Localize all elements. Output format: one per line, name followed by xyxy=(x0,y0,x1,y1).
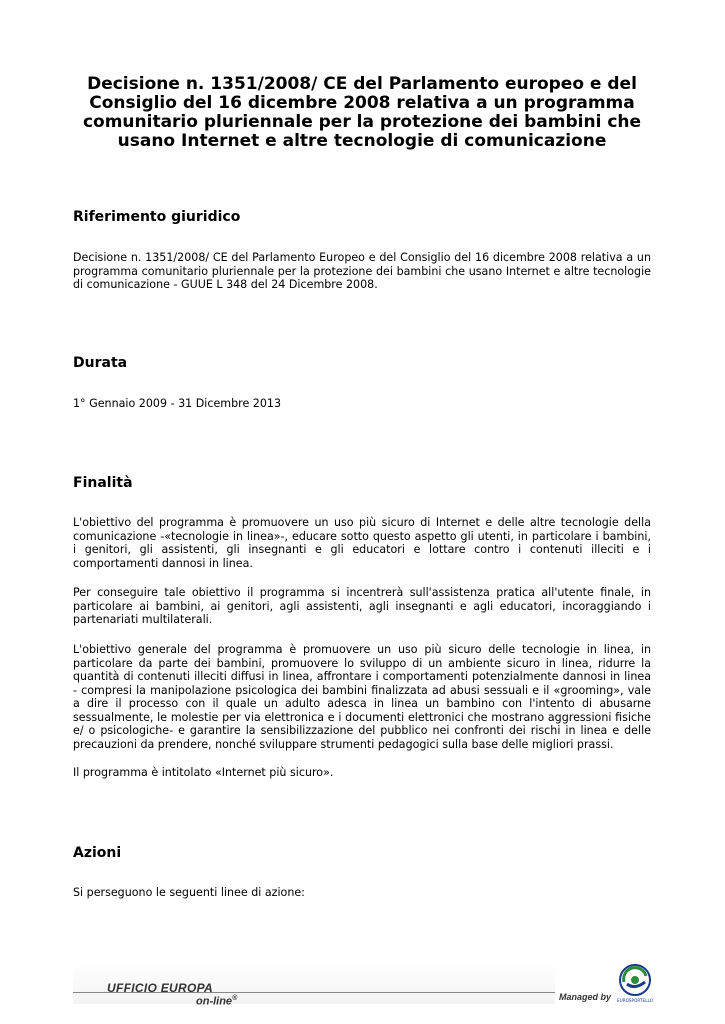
logo-text: EUROSPORTELLO xyxy=(616,998,654,1003)
document-title: Decisione n. 1351/2008/ CE del Parlamento europeo e del Consiglio del 16 dicembre 2008 relativa a un programma comunitario pluriennale per la protezione dei bambini che usano Internet e altre tecnologie di comunicazione xyxy=(82,74,642,151)
finalita-paragraph: L'obiettivo generale del programma è promuovere un uso più sicuro delle tecnologie in linea, in particolare da parte dei bambini, promuovere lo sviluppo di un ambiente sicuro in linea, ridurre la quantità di contenuti illeciti diffusi in linea, affrontare i comportamenti potenzialmente dannosi in linea - compresi la manipolazione psicologica dei bambini finalizzata ad abusi sessuali e il «grooming», vale a dire il processo con il quale un adulto adesca in linea un bambino con l'intento di abusarne sessualmente, le molestie per via elettronica e i documenti elettronici che mostrano aggressioni fisiche e/ o psicologiche- e garantire la sensibilizzazione del pubblico nei confronti dei rischi in linea e delle precauzioni da prendere, nonché sviluppare strumenti pedagogici sulla base delle migliori prassi. xyxy=(73,643,651,751)
eurosportello-logo xyxy=(615,962,655,1008)
durata-text: 1° Gennaio 2009 - 31 Dicembre 2013 xyxy=(73,397,282,410)
section-heading-durata: Durata xyxy=(73,355,128,371)
section-heading-azioni: Azioni xyxy=(73,845,122,861)
footer-office-name: UFFICIO EUROPA xyxy=(107,981,213,995)
registered-mark: ® xyxy=(232,995,238,1002)
footer-online-text: on-line xyxy=(196,995,233,1008)
section-heading-finalita: Finalità xyxy=(73,475,133,491)
footer-managed-by: Managed by xyxy=(559,992,612,1002)
finalita-paragraph: Il programma è intitolato «Internet più sicuro». xyxy=(73,766,334,779)
logo-center-dot xyxy=(631,976,639,984)
section-heading-riferimento: Riferimento giuridico xyxy=(73,209,241,225)
footer-online-label xyxy=(196,995,237,1008)
finalita-paragraph: Per conseguire tale obiettivo il programma si incentrerà sull'assistenza pratica all'utente finale, in particolare ai bambini, ai genitori, agli assistenti, agli insegnanti e agli educatori, incoraggiando i partenariati multilaterali. xyxy=(73,586,651,626)
azioni-text: Si perseguono le seguenti linee di azione: xyxy=(73,886,305,899)
finalita-paragraph: L'obiettivo del programma è promuovere un uso più sicuro di Internet e delle altre tecnologie della comunicazione -«tecnologie in linea»-, educare sotto questo aspetto gli utenti, in particolare i bambini, i genitori, gli assistenti, gli insegnanti e gli educatori e lottare contro i contenuti illeciti e i comportamenti dannosi in linea. xyxy=(73,516,651,570)
riferimento-text: Decisione n. 1351/2008/ CE del Parlamento Europeo e del Consiglio del 16 dicembre 2008 relativa a un programma comunitario pluriennale per la protezione dei bambini che usano Internet e altre tecnologie di comunicazione - GUUE L 348 del 24 Dicembre 2008. xyxy=(73,251,651,291)
